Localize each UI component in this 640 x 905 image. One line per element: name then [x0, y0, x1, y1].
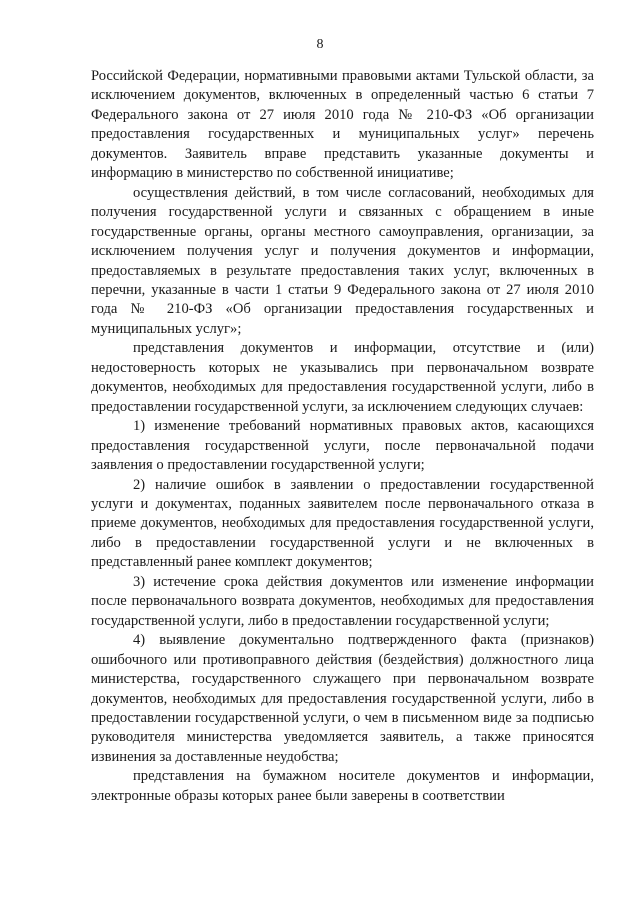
paragraph-documents: представления документов и информации, отсутствие и (или) недостоверность которых не указывались при первоначальном возврате документов, необходимых для предоставления государственной услуги, либо в предоставлении государственной услуги, за исключением следующих случаев:	[91, 340, 594, 415]
document-body	[91, 67, 594, 806]
paragraph-paper-documents: представления на бумажном носителе документов и информации, электронные образы которых ранее были заверены в соответствии	[91, 768, 594, 804]
page-number: 8	[316, 37, 324, 52]
paragraph-continuation: Российской Федерации, нормативными правовыми актами Тульской области, за исключением документов, включенных в определенный частью 6 статьи 7 Федерального закона от 27 июля 2010 года № 210-ФЗ «Об организации предоставления государственных и муниципальных услуг» перечень документов. Заявитель вправе представить указанные документы и информацию в министерство по собственной инициативе;	[91, 68, 594, 182]
paragraph-actions: осуществления действий, в том числе согласований, необходимых для получения государственной услуги и связанных с обращением в иные государственные органы, органы местного самоуправления, организации, за исключением получения услуг и получения документов и информации, предоставляемых в результате предоставления таких услуг, включенных в перечни, указанные в части 1 статьи 9 Федерального закона от 27 июля 2010 года № 210-ФЗ «Об организации предоставления государственных и муниципальных услуг»;	[91, 184, 594, 337]
list-item-4: 4) выявление документально подтвержденного факта (признаков) ошибочного или противоправного действия (бездействия) должностного лица министерства, государственного служащего при первоначальном возврате документов, необходимых для предоставления государственной услуги, либо в предоставлении государственной услуги, о чем в письменном виде за подписью руководителя министерства уведомляется заявитель, а также приносятся извинения за доставленные неудобства;	[91, 632, 594, 765]
list-item-3: 3) истечение срока действия документов или изменение информации после первоначального возврата документов, необходимых для предоставления государственной услуги, либо в предоставлении государственной услуги;	[91, 573, 594, 629]
list-item-2: 2) наличие ошибок в заявлении о предоставлении государственной услуги и документах, поданных заявителем после первоначального отказа в приеме документов, необходимых для предоставления государственной услуги, либо в предоставлении государственной услуги и не включенных в представленный ранее комплект документов;	[91, 476, 594, 571]
list-item-1: 1) изменение требований нормативных правовых актов, касающихся предоставления государственной услуги, после первоначальной подачи заявления о предоставлении государственной услуги;	[91, 418, 594, 474]
